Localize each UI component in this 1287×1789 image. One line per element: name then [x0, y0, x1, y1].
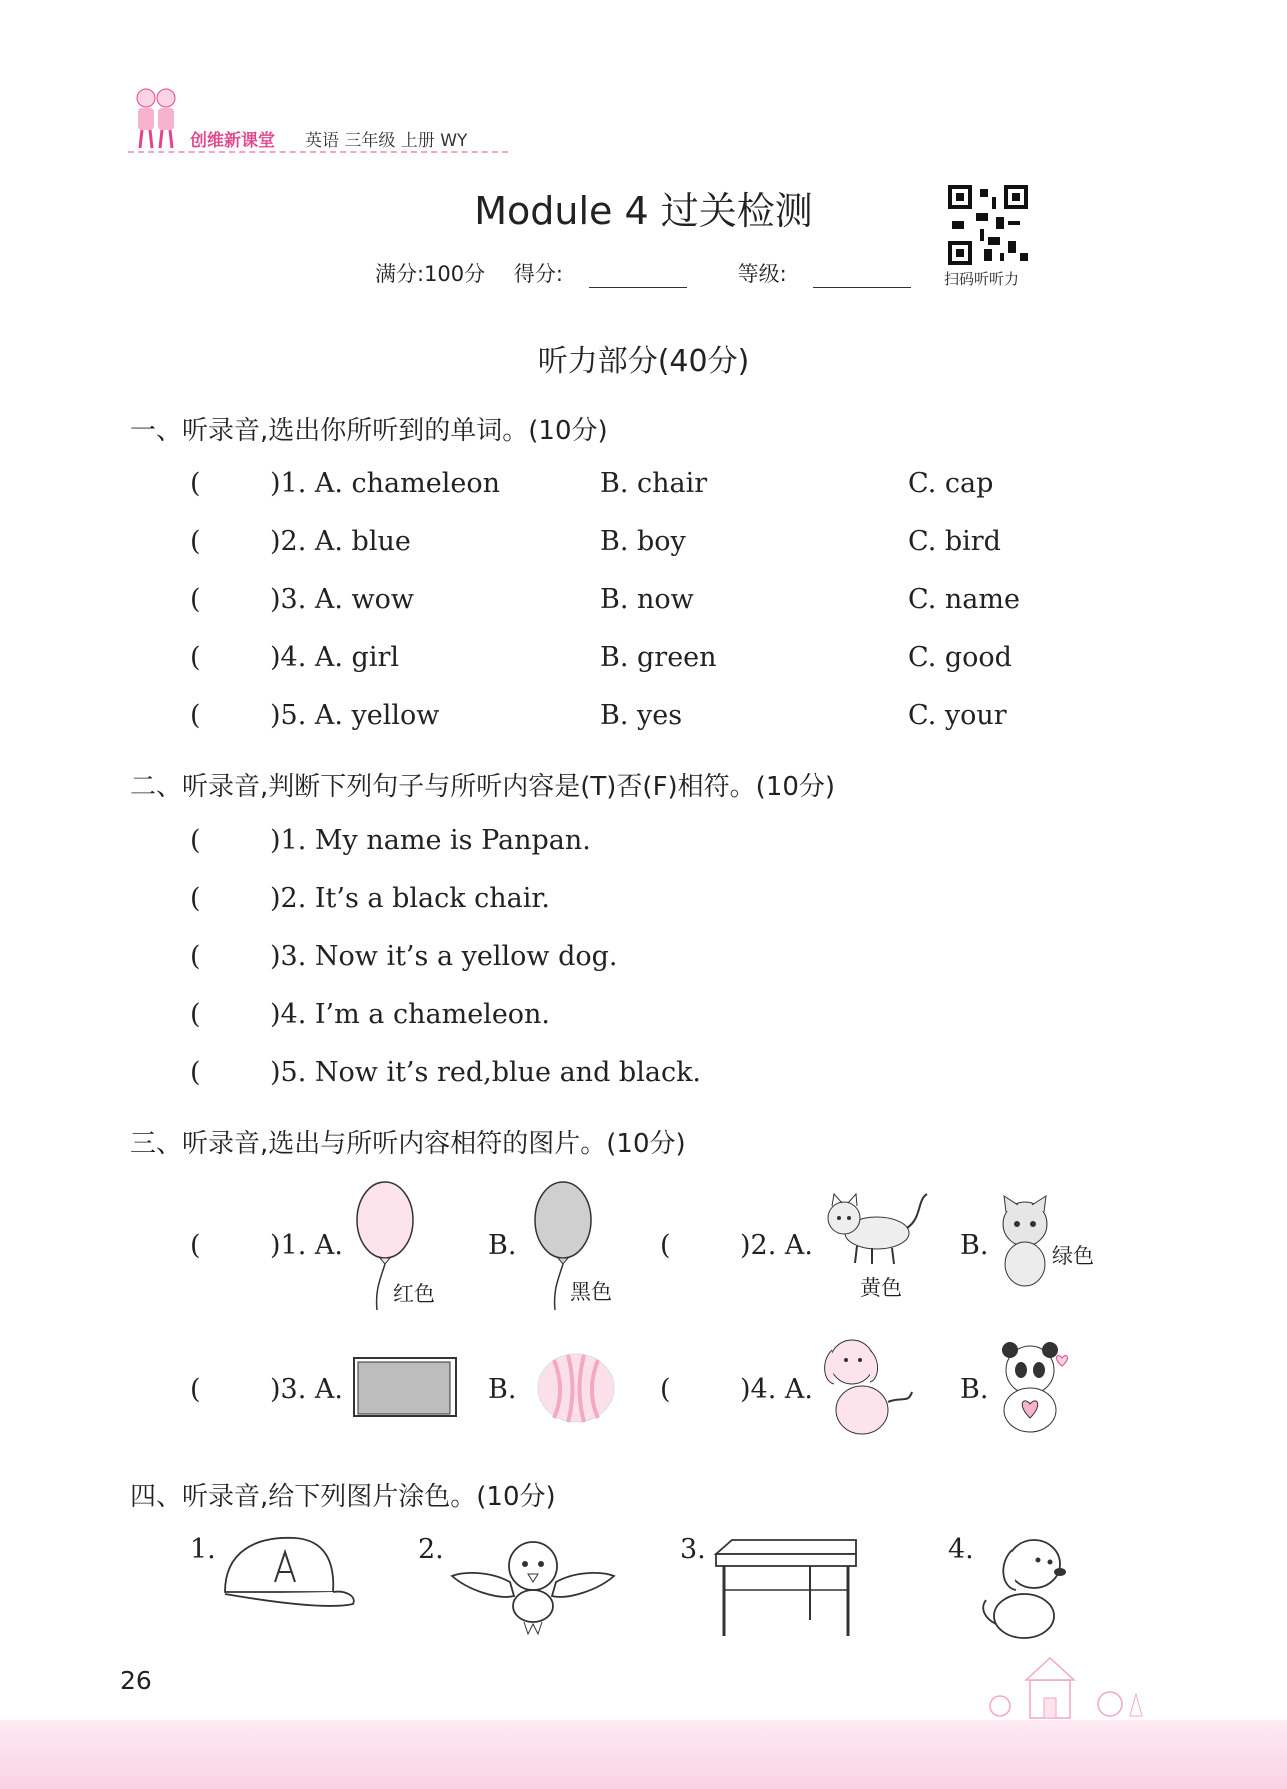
q3-label-4b: B.: [960, 1374, 989, 1405]
grade-blank[interactable]: [813, 269, 911, 288]
bird-outline-image[interactable]: [448, 1530, 618, 1638]
q1-answer-paren[interactable]: (: [190, 584, 201, 615]
caption-black: 黑色: [570, 1280, 612, 1304]
q1-option-b: B. chair: [600, 468, 708, 499]
q2-answer-paren[interactable]: (: [190, 1057, 201, 1088]
qr-code[interactable]: [948, 185, 1028, 265]
q1-answer-paren[interactable]: (: [190, 526, 201, 557]
q1-option-a: )3. A. wow: [270, 584, 415, 615]
q1-option-c: C. cap: [908, 468, 994, 499]
q2-sentence: )2. It’s a black chair.: [270, 883, 550, 914]
q1-option-a: )2. A. blue: [270, 526, 411, 557]
q2-answer-paren[interactable]: (: [190, 941, 201, 972]
q2-answer-paren[interactable]: (: [190, 883, 201, 914]
cat-image-b[interactable]: [990, 1192, 1060, 1292]
q4-num-4: 4.: [948, 1534, 974, 1565]
caption-red: 红色: [393, 1282, 435, 1306]
page-number: 26: [120, 1666, 152, 1695]
q4-num-1: 1.: [190, 1534, 216, 1565]
q2-sentence: )5. Now it’s red,blue and black.: [270, 1057, 702, 1088]
watermelon-image[interactable]: [534, 1350, 618, 1426]
header-meta: 英语 三年级 上册 WY: [305, 131, 468, 151]
got-label: 得分:: [513, 262, 563, 286]
q1-option-c: C. good: [908, 642, 1012, 673]
header-brand: 创维新课堂: [190, 131, 275, 151]
q1-option-c: C. your: [908, 700, 1007, 731]
listening-section-title: 听力部分(40分): [537, 344, 750, 379]
score-blank[interactable]: [589, 269, 687, 288]
panda-image[interactable]: [990, 1338, 1078, 1434]
footer-band: [0, 1720, 1287, 1789]
kids-logo: [128, 86, 184, 152]
q2-answer-paren[interactable]: (: [190, 999, 201, 1030]
q2-sentence: )1. My name is Panpan.: [270, 825, 591, 856]
q3-heading: 三、听录音,选出与所听内容相符的图片。(10分): [130, 1129, 686, 1159]
header-divider: [128, 151, 508, 153]
q4-num-3: 3.: [680, 1534, 706, 1565]
q2-answer-paren[interactable]: (: [190, 825, 201, 856]
q1-option-c: C. bird: [908, 526, 1001, 557]
q1-option-b: B. now: [600, 584, 694, 615]
q3-label-3b: B.: [488, 1374, 517, 1405]
black-board-image[interactable]: [350, 1354, 460, 1420]
caption-green: 绿色: [1052, 1244, 1094, 1268]
q1-heading: 一、听录音,选出你所听到的单词。(10分): [130, 416, 608, 446]
q1-option-a: )5. A. yellow: [270, 700, 440, 731]
q3-paren-3[interactable]: (: [190, 1374, 201, 1405]
qr-label: 扫码听听力: [944, 270, 1020, 288]
desk-outline-image[interactable]: [710, 1536, 860, 1640]
q3-label-3a: )3. A.: [270, 1374, 343, 1405]
q1-answer-paren[interactable]: (: [190, 468, 201, 499]
q3-paren-2[interactable]: (: [660, 1230, 671, 1261]
q3-label-1a: )1. A.: [270, 1230, 343, 1261]
q3-label-1b: B.: [488, 1230, 517, 1261]
q1-option-b: B. green: [600, 642, 717, 673]
q4-num-2: 2.: [418, 1534, 444, 1565]
q2-sentence: )4. I’m a chameleon.: [270, 999, 551, 1030]
q2-sentence: )3. Now it’s a yellow dog.: [270, 941, 618, 972]
q1-option-b: B. yes: [600, 700, 683, 731]
q3-paren-4[interactable]: (: [660, 1374, 671, 1405]
full-score: 满分:100分: [375, 262, 486, 286]
q1-option-c: C. name: [908, 584, 1020, 615]
page-title: Module 4 过关检测: [474, 189, 813, 233]
caption-yellow: 黄色: [860, 1276, 902, 1300]
q4-heading: 四、听录音,给下列图片涂色。(10分): [130, 1482, 556, 1512]
q3-label-2b: B.: [960, 1230, 989, 1261]
q1-answer-paren[interactable]: (: [190, 642, 201, 673]
grade-label: 等级:: [737, 262, 787, 286]
q1-answer-paren[interactable]: (: [190, 700, 201, 731]
castle-decoration: [940, 1650, 1170, 1720]
q2-heading: 二、听录音,判断下列句子与所听内容是(T)否(F)相符。(10分): [130, 772, 836, 802]
cap-outline-image[interactable]: [215, 1532, 360, 1620]
q3-paren-1[interactable]: (: [190, 1230, 201, 1261]
q1-option-a: )4. A. girl: [270, 642, 400, 673]
dog-outline-image[interactable]: [976, 1528, 1094, 1644]
score-line: [375, 258, 955, 288]
q3-label-4a: )4. A.: [740, 1374, 813, 1405]
q1-option-a: )1. A. chameleon: [270, 468, 500, 499]
pink-dog-image[interactable]: [812, 1332, 917, 1442]
cat-image-a[interactable]: [822, 1188, 932, 1268]
q1-option-b: B. boy: [600, 526, 686, 557]
q3-label-2a: )2. A.: [740, 1230, 813, 1261]
